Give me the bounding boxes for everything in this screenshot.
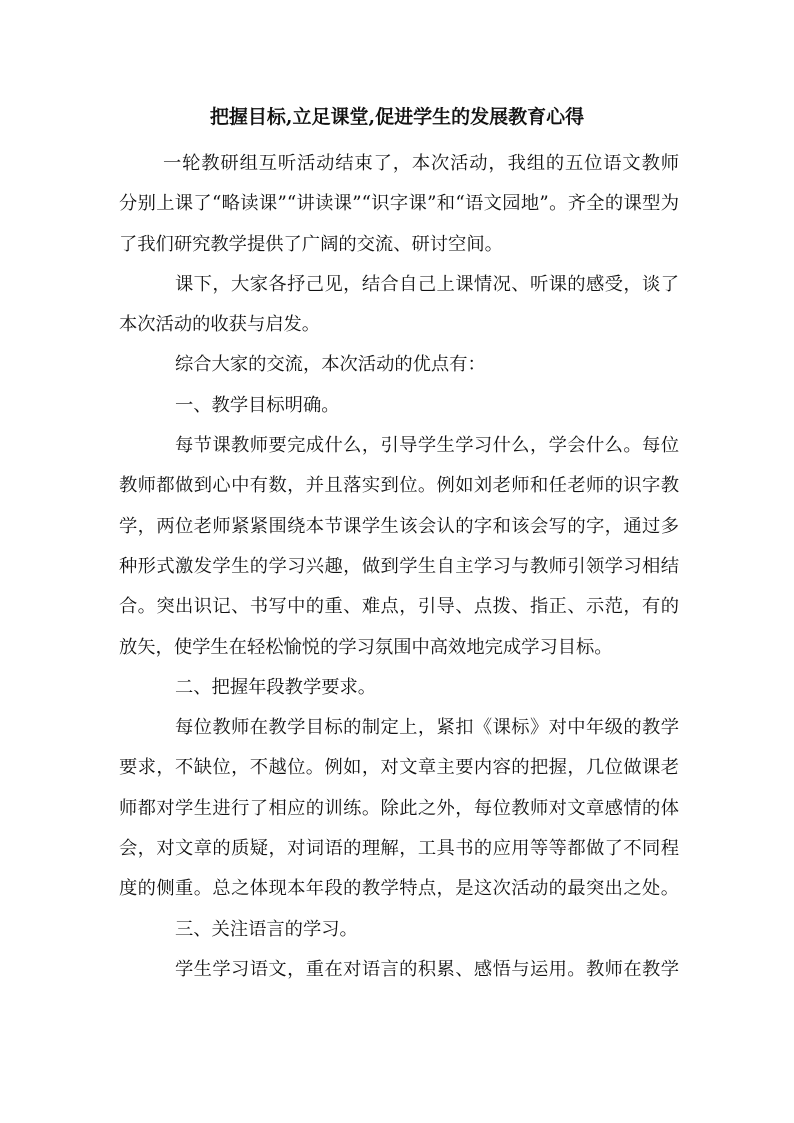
paragraph-line: 每节课教师要完成什么，引导学生学习什么，学会什么。每位 [175, 435, 679, 457]
paragraph-line: 本次活动的收获与启发。 [119, 314, 321, 336]
paragraph-line: 种形式激发学生的学习兴趣，做到学生自主学习与教师引领学习相结 [119, 555, 679, 577]
section-heading: 二、把握年段教学要求。 [175, 676, 377, 698]
paragraph-line: 要求，不缺位，不越位。例如，对文章主要内容的把握，几位做课老 [119, 757, 679, 779]
paragraph-line: 合。突出识记、书写中的重、难点，引导、点拨、指正、示范，有的 [119, 596, 679, 618]
paragraph-line: 学，两位老师紧紧围绕本节课学生该会认的字和该会写的字，通过多 [119, 515, 679, 537]
paragraph-line: 综合大家的交流，本次活动的优点有： [175, 354, 486, 376]
paragraph-line: 分别上课了“略读课”“讲读课”“识字课”和“语文园地”。齐全的课型为 [119, 193, 679, 215]
paragraph-line: 了我们研究教学提供了广阔的交流、研讨空间。 [119, 233, 503, 255]
paragraph-line: 会，对文章的质疑，对词语的理解，工具书的应用等等都做了不同程 [119, 838, 679, 860]
section-heading: 三、关注语言的学习。 [175, 918, 358, 940]
paragraph-line: 学生学习语文，重在对语言的积累、感悟与运用。教师在教学 [175, 958, 679, 980]
paragraph-line: 课下，大家各抒己见，结合自己上课情况、听课的感受，谈了 [175, 273, 679, 295]
paragraph-line: 放矢，使学生在轻松愉悦的学习氛围中高效地完成学习目标。 [119, 636, 613, 658]
paragraph-line: 教师都做到心中有数，并且落实到位。例如刘老师和任老师的识字教 [119, 475, 679, 497]
section-heading: 一、教学目标明确。 [175, 394, 340, 416]
document-body [119, 144, 679, 990]
paragraph-line: 度的侧重。总之体现本年段的教学特点，是这次活动的最突出之处。 [119, 878, 679, 900]
paragraph-line: 每位教师在教学目标的制定上，紧扣《课标》对中年级的教学 [175, 717, 679, 739]
document-title: 把握目标,立足课堂,促进学生的发展教育心得 [209, 106, 585, 128]
paragraph-line: 一轮教研组互听活动结束了，本次活动，我组的五位语文教师 [163, 153, 679, 174]
paragraph-line: 师都对学生进行了相应的训练。除此之外，每位教师对文章感情的体 [119, 797, 679, 819]
